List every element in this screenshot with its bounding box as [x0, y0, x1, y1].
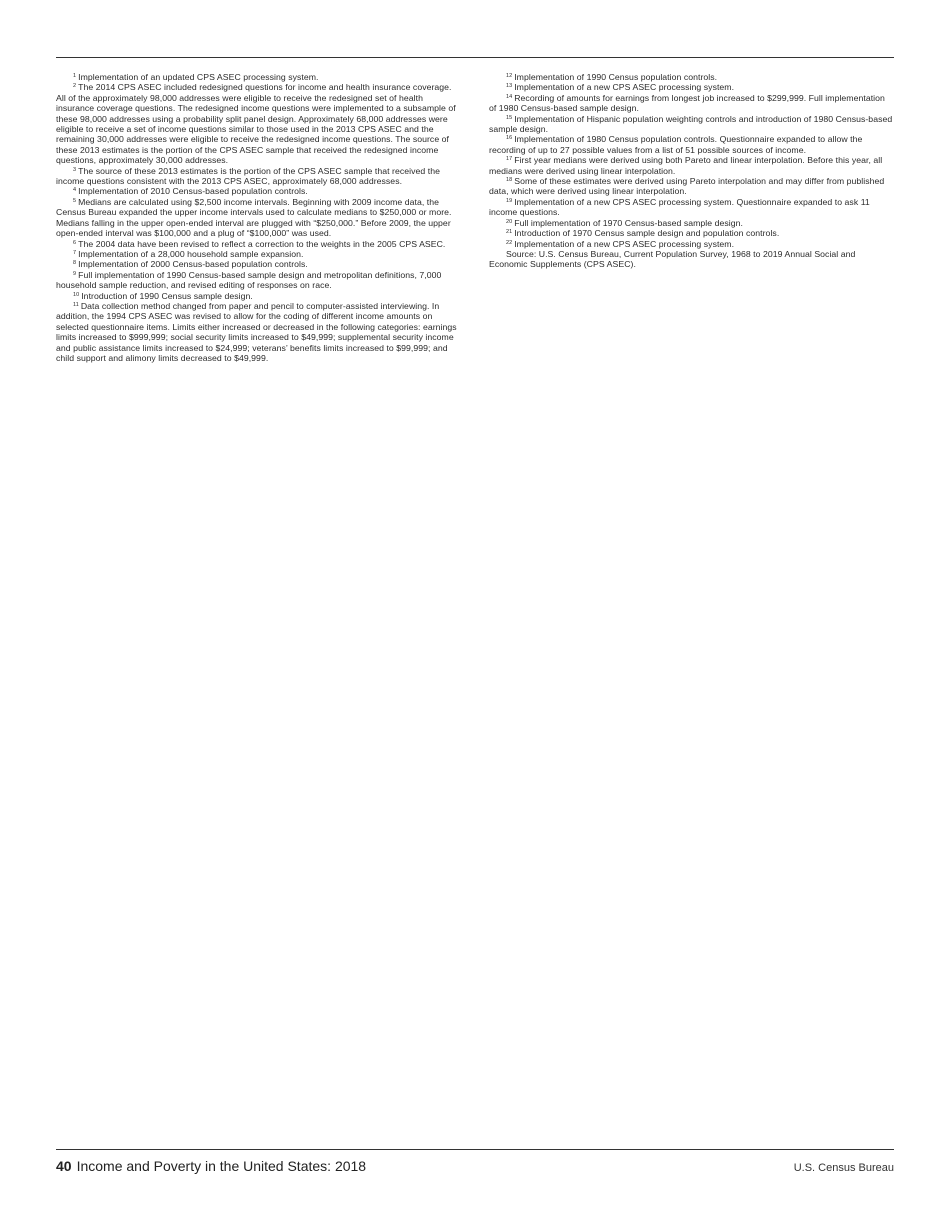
footnote [489, 82, 894, 92]
footnote-number: 9 [73, 270, 77, 277]
footnote-text: Implementation of 2000 Census-based population controls. [78, 259, 308, 270]
footnote [56, 239, 461, 249]
footnote-text: Implementation of a new CPS ASEC processing system. Questionnaire expanded to ask 11 income questions. [489, 196, 870, 218]
footnote [489, 93, 894, 114]
top-rule [56, 57, 894, 58]
footnote-number: 19 [506, 197, 513, 204]
footnotes-column-right [489, 72, 894, 363]
footnote [56, 291, 461, 301]
page-footer [56, 1158, 894, 1174]
footnote-number: 5 [73, 197, 77, 204]
footnote-text: Some of these estimates were derived using Pareto interpolation and may differ from published data, which were derived using linear interpolation. [489, 176, 885, 197]
footnote-text: Implementation of a new CPS ASEC processing system. [514, 238, 735, 249]
footnote [489, 114, 894, 135]
footnote [56, 166, 461, 187]
footnote-text: Implementation of Hispanic population weighting controls and introduction of 1980 Census-based sample design. [489, 113, 893, 135]
footnote-number: 11 [73, 301, 79, 308]
footnote-number: 21 [506, 229, 513, 236]
footnote-number: 15 [506, 114, 513, 121]
footnote [489, 218, 894, 228]
footnote-number: 13 [506, 83, 513, 90]
footnote-number: 2 [73, 83, 77, 90]
footnote-number: 14 [506, 93, 513, 100]
footnote-text: Introduction of 1970 Census sample design and population controls. [514, 228, 780, 239]
footnote-text: Implementation of 1990 Census population controls. [514, 72, 718, 82]
footnote-text: Full implementation of 1970 Census-based sample design. [514, 217, 743, 228]
footnote-text: First year medians were derived using both Pareto and linear interpolation. Before this year, all medians were derived using linear interpolation. [489, 155, 883, 176]
footnote-text: Implementation of 2010 Census-based population controls. [78, 186, 308, 197]
footnote-number: 16 [506, 135, 513, 142]
footnote-number: 18 [506, 177, 513, 184]
footnote-number: 20 [506, 218, 513, 225]
footnote [489, 72, 894, 82]
footnote [56, 259, 461, 269]
footnote-text: Introduction of 1990 Census sample design. [81, 290, 253, 301]
footnote [489, 197, 894, 218]
footnote [489, 239, 894, 249]
footnote [489, 176, 894, 197]
footnote-text: Recording of amounts for earnings from longest job increased to $299,999. Full implementation of 1980 Census-based sample design. [489, 92, 885, 114]
footnote [56, 301, 461, 363]
footnote-text: The source of these 2013 estimates is the portion of the CPS ASEC sample that received the income questions consistent with the 2013 CPS ASEC, approximately 68,000 addresses. [56, 165, 440, 187]
footnote-text: Medians are calculated using $2,500 income intervals. Beginning with 2009 income data, the Census Bureau expanded the upper income intervals used to calculate medians to $250,000 or more. Medians falling in the upper open-ended interval are plugged with “$250,000.” Before 2009, the upper open-ended interval was $100,000 and a plug of “$100,000” was used. [56, 196, 452, 239]
publication-title: Income and Poverty in the United States: 2018 [76, 1158, 367, 1174]
footnotes-column-left [56, 72, 461, 363]
footnote [56, 72, 461, 82]
footnote [56, 249, 461, 259]
footnote [56, 82, 461, 165]
footnote-number: 1 [73, 73, 77, 79]
footnote-text: Implementation of a 28,000 household sample expansion. [78, 248, 304, 259]
bottom-rule [56, 1149, 894, 1150]
footnote [56, 186, 461, 196]
footnote-number: 3 [73, 166, 77, 173]
footnote-text: Implementation of an updated CPS ASEC processing system. [78, 72, 319, 82]
page-number: 40 [56, 1158, 72, 1174]
footnote-number: 12 [506, 73, 513, 79]
footnote-number: 7 [73, 249, 77, 256]
footnote-number: 17 [506, 156, 513, 163]
footnotes-section [56, 72, 894, 363]
footnote-number: 8 [73, 260, 77, 267]
footnote-text: Full implementation of 1990 Census-based sample design and metropolitan definitions, 7,000 household sample reduction, and revised editing of responses on race. [56, 269, 442, 291]
source-note [489, 249, 894, 270]
footnote-text: Source: U.S. Census Bureau, Current Population Survey, 1968 to 2019 Annual Social and Economic Supplements (CPS ASEC). [489, 248, 856, 270]
publisher-name: U.S. Census Bureau [793, 1162, 894, 1174]
footer-title-block [56, 1158, 366, 1174]
footnote [56, 270, 461, 291]
footnote-text: Implementation of a new CPS ASEC processing system. [514, 82, 735, 93]
footnote-text: Data collection method changed from paper and pencil to computer-assisted interviewing. In addition, the 1994 CPS ASEC was revised to allow for the coding of different income amounts on selected questionnaire items. Limits either increased or decreased in the following categories: earnings limits increased to $999,999; social security limits increased to $49,999; supplemental security income and public assistance limits increased to $24,999; veterans’ benefits limits increased to $99,999; and child support and alimony limits decreased to $49,999. [56, 300, 457, 363]
footnote-number: 10 [73, 291, 80, 298]
footnote [489, 134, 894, 155]
footnote-number: 6 [73, 239, 77, 246]
footnote [489, 155, 894, 176]
footnote-number: 4 [73, 187, 77, 194]
footnote-number: 22 [506, 239, 513, 246]
footnote [56, 197, 461, 239]
footnote-text: The 2014 CPS ASEC included redesigned questions for income and health insurance coverage. All of the approximately 98,000 addresses were eligible to receive the redesigned set of health insurance coverage questions. The redesigned income questions were implemented to a subsample of these 98,000 addresses using a probability split panel design. Approximately 68,000 addresses were eligible to receive a set of income questions similar to those used in the 2013 CPS ASEC and the remaining 30,000 addresses were eligible to receive the redesigned income questions. The source of these 2013 estimates is the portion of the CPS ASEC sample that received the redesigned income questions, approximately 30,000 addresses. [56, 82, 456, 166]
footnote-text: The 2004 data have been revised to reflect a correction to the weights in the 2005 CPS ASEC. [78, 238, 446, 249]
footnote [489, 228, 894, 238]
footnote-text: Implementation of 1980 Census population controls. Questionnaire expanded to allow the recording of up to 27 possible values from a list of 51 possible sources of income. [489, 134, 863, 155]
